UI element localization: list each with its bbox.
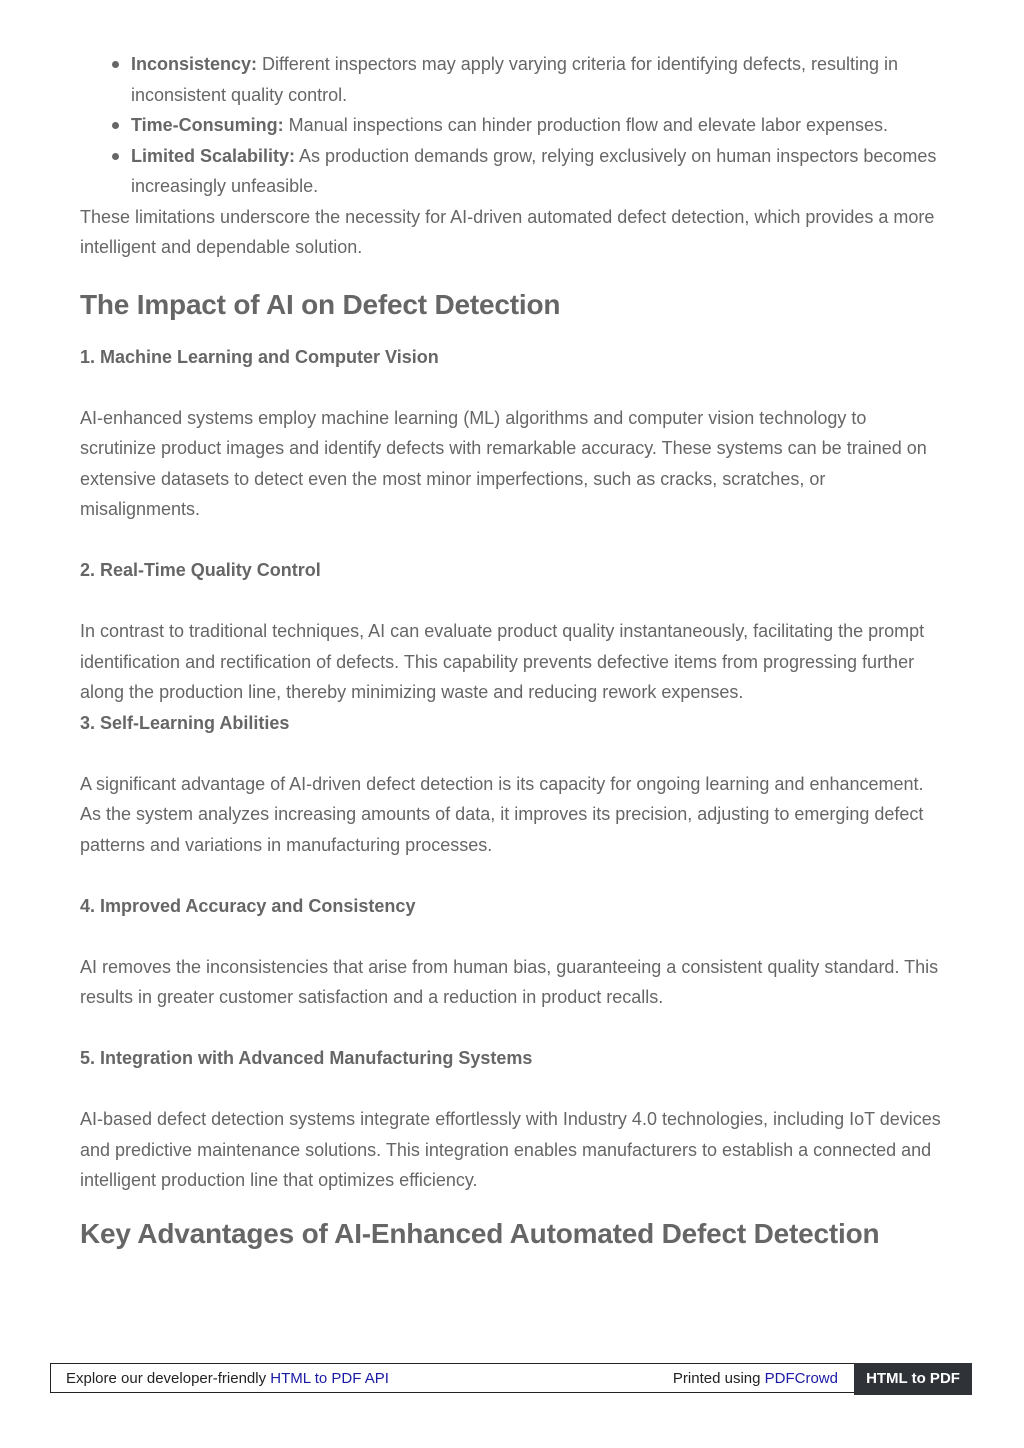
- section-heading-advantages: Key Advantages of AI-Enhanced Automated Defect Detection: [80, 1217, 880, 1249]
- bullet-term: Limited Scalability:: [131, 145, 296, 166]
- paragraph-ml-cv: AI-enhanced systems employ machine learning (ML) algorithms and computer vision technology to scrutinize product images and identify defects with remarkable accuracy. These systems can be trained on extensive datasets to detect even the most minor imperfections, such as cracks, scratches, or misalignments.: [80, 407, 927, 519]
- bullet-dot-icon: [112, 153, 119, 160]
- html-to-pdf-api-link[interactable]: HTML to PDF API: [270, 1370, 389, 1387]
- article-content: [80, 49, 946, 1251]
- paragraph-realtime-qc: In contrast to traditional techniques, AI can evaluate product quality instantaneously, facilitating the prompt identification and rectification of defects. This capability prevents defective items from progressing further along the production line, thereby minimizing waste and reducing rework expenses.: [80, 621, 925, 702]
- bullet-text: Different inspectors may apply varying criteria for identifying defects, resulting in inconsistent quality control.: [131, 54, 899, 105]
- subheading-realtime-qc: 2. Real-Time Quality Control: [80, 560, 321, 580]
- bullet-text: Manual inspections can hinder production flow and elevate labor expenses.: [283, 115, 889, 135]
- footer-explore-text: Explore our developer-friendly: [66, 1370, 271, 1387]
- list-item: [131, 110, 946, 141]
- bullet-dot-icon: [112, 122, 119, 129]
- subheading-self-learning: 3. Self-Learning Abilities: [80, 712, 290, 733]
- bullet-term: Time-Consuming:: [131, 115, 284, 135]
- subheading-accuracy: 4. Improved Accuracy and Consistency: [80, 895, 416, 916]
- paragraph-self-learning: A significant advantage of AI-driven defect detection is its capacity for ongoing learning and enhancement. As the system analyzes increasing amounts of data, it improves its precision, adjusting to emerging defect patterns and variations in manufacturing processes.: [80, 773, 924, 855]
- limitations-list: [80, 49, 946, 202]
- html-to-pdf-button[interactable]: HTML to PDF: [854, 1363, 972, 1395]
- subheading-ml-cv: 1. Machine Learning and Computer Vision: [80, 346, 439, 367]
- bullet-text: As production demands grow, relying exclusively on human inspectors becomes increasingly unfeasible.: [131, 145, 937, 196]
- footer-explore: [66, 1364, 389, 1394]
- paragraph-accuracy: AI removes the inconsistencies that arise from human bias, guaranteeing a consistent quality standard. This results in greater customer satisfaction and a reduction in product recalls.: [80, 956, 939, 1007]
- footer-printed-text: Printed using: [672, 1370, 765, 1387]
- subheading-integration: 5. Integration with Advanced Manufacturing Systems: [80, 1048, 533, 1068]
- section-heading-impact: The Impact of AI on Defect Detection: [80, 288, 561, 320]
- pdf-footer-bar: [50, 1363, 972, 1393]
- footer-printed: [673, 1364, 838, 1394]
- list-item: [131, 49, 946, 110]
- limitations-paragraph: These limitations underscore the necessity for AI-driven automated defect detection, which provides a more intelligent and dependable solution.: [80, 206, 935, 257]
- list-item: [131, 141, 946, 202]
- bullet-term: Inconsistency:: [131, 54, 258, 74]
- bullet-dot-icon: [112, 61, 119, 68]
- pdfcrowd-link[interactable]: PDFCrowd: [764, 1370, 838, 1387]
- paragraph-integration: AI-based defect detection systems integrate effortlessly with Industry 4.0 technologies, including IoT devices and predictive maintenance solutions. This integration enables manufacturers to establish a connected and intelligent production line that optimizes efficiency.: [80, 1109, 941, 1190]
